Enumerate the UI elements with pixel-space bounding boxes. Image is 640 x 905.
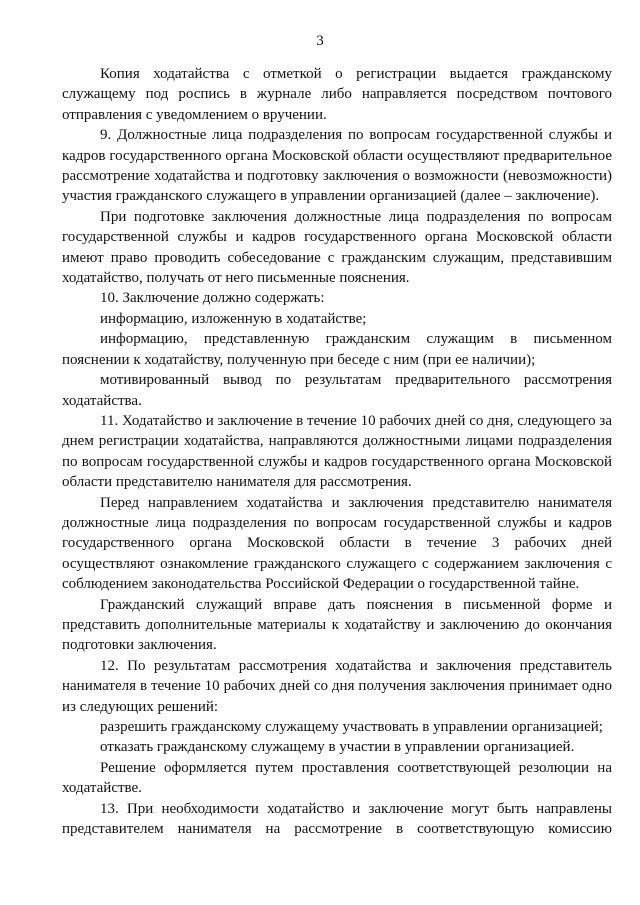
paragraph-copy-of-petition: Копия ходатайства с отметкой о регистрации выдается гражданскому служащему под роспись в журнале либо направляется посредством почтового отправления с уведомлением о вручении. <box>62 66 612 123</box>
paragraph-item-9: 9. Должностные лица подразделения по вопросам государственной службы и кадров государственного органа Московской области осуществляют предварительное рассмотрение ходатайства и подготовку заключения о возможности (невозможности) участия гражданского служащего в управлении организацией (далее – заключение). <box>62 127 612 205</box>
list-item-written-explanation: информацию, представленную гражданским служащим в письменном пояснении к ходатайству, полученную при беседе с ним (при ее наличии); <box>62 331 612 368</box>
paragraph-interview-right: При подготовке заключения должностные лица подразделения по вопросам государственной службы и кадров государственного органа Московской области имеют право проводить собеседование с гражданским служащим, представившим ходатайство, получать от него письменные пояснения. <box>62 208 612 287</box>
page-number: 3 <box>316 33 324 49</box>
paragraph-familiarization: Перед направлением ходатайства и заключения представителю нанимателя должностные лица подразделения по вопросам государственной службы и кадров государственного органа Московской области в течение 3 рабочих дней осуществляют ознакомление гражданского служащего с содержанием заключения с соблюдением законодательства Российской Федерации о государственной тайне. <box>62 494 612 593</box>
paragraph-item-12: 12. По результатам рассмотрения ходатайства и заключения представитель нанимателя в течение 10 рабочих дней со дня получения заключения принимает одно из следующих решений: <box>62 657 612 715</box>
paragraph-explanations-right: Гражданский служащий вправе дать пояснения в письменной форме и представить дополнительные материалы к ходатайству и заключению до окончания подготовки заключения. <box>62 596 612 654</box>
document-body <box>62 64 612 839</box>
paragraph-item-11: 11. Ходатайство и заключение в течение 10 рабочих дней со дня, следующего за днем регистрации ходатайства, направляются должностными лицами подразделения по вопросам государственной службы и кадров государственного органа Московской области представителю нанимателя для рассмотрения. <box>62 412 612 491</box>
list-item-refuse: отказать гражданскому служащему в участии в управлении организацией. <box>100 739 575 756</box>
list-item-reasoned-conclusion: мотивированный вывод по результатам предварительного рассмотрения ходатайства. <box>62 372 612 409</box>
list-item-permit: разрешить гражданскому служащему участвовать в управлении организацией; <box>100 719 603 735</box>
paragraph-resolution: Решение оформляется путем проставления соответствующей резолюции на ходатайстве. <box>62 759 612 797</box>
paragraph-item-13: 13. При необходимости ходатайство и заключение могут быть направлены представителем нанимателя на рассмотрение в соответствующую комиссию <box>62 800 612 838</box>
list-item-petition-info: информацию, изложенную в ходатайстве; <box>100 310 367 327</box>
paragraph-item-10: 10. Заключение должно содержать: <box>100 290 325 307</box>
